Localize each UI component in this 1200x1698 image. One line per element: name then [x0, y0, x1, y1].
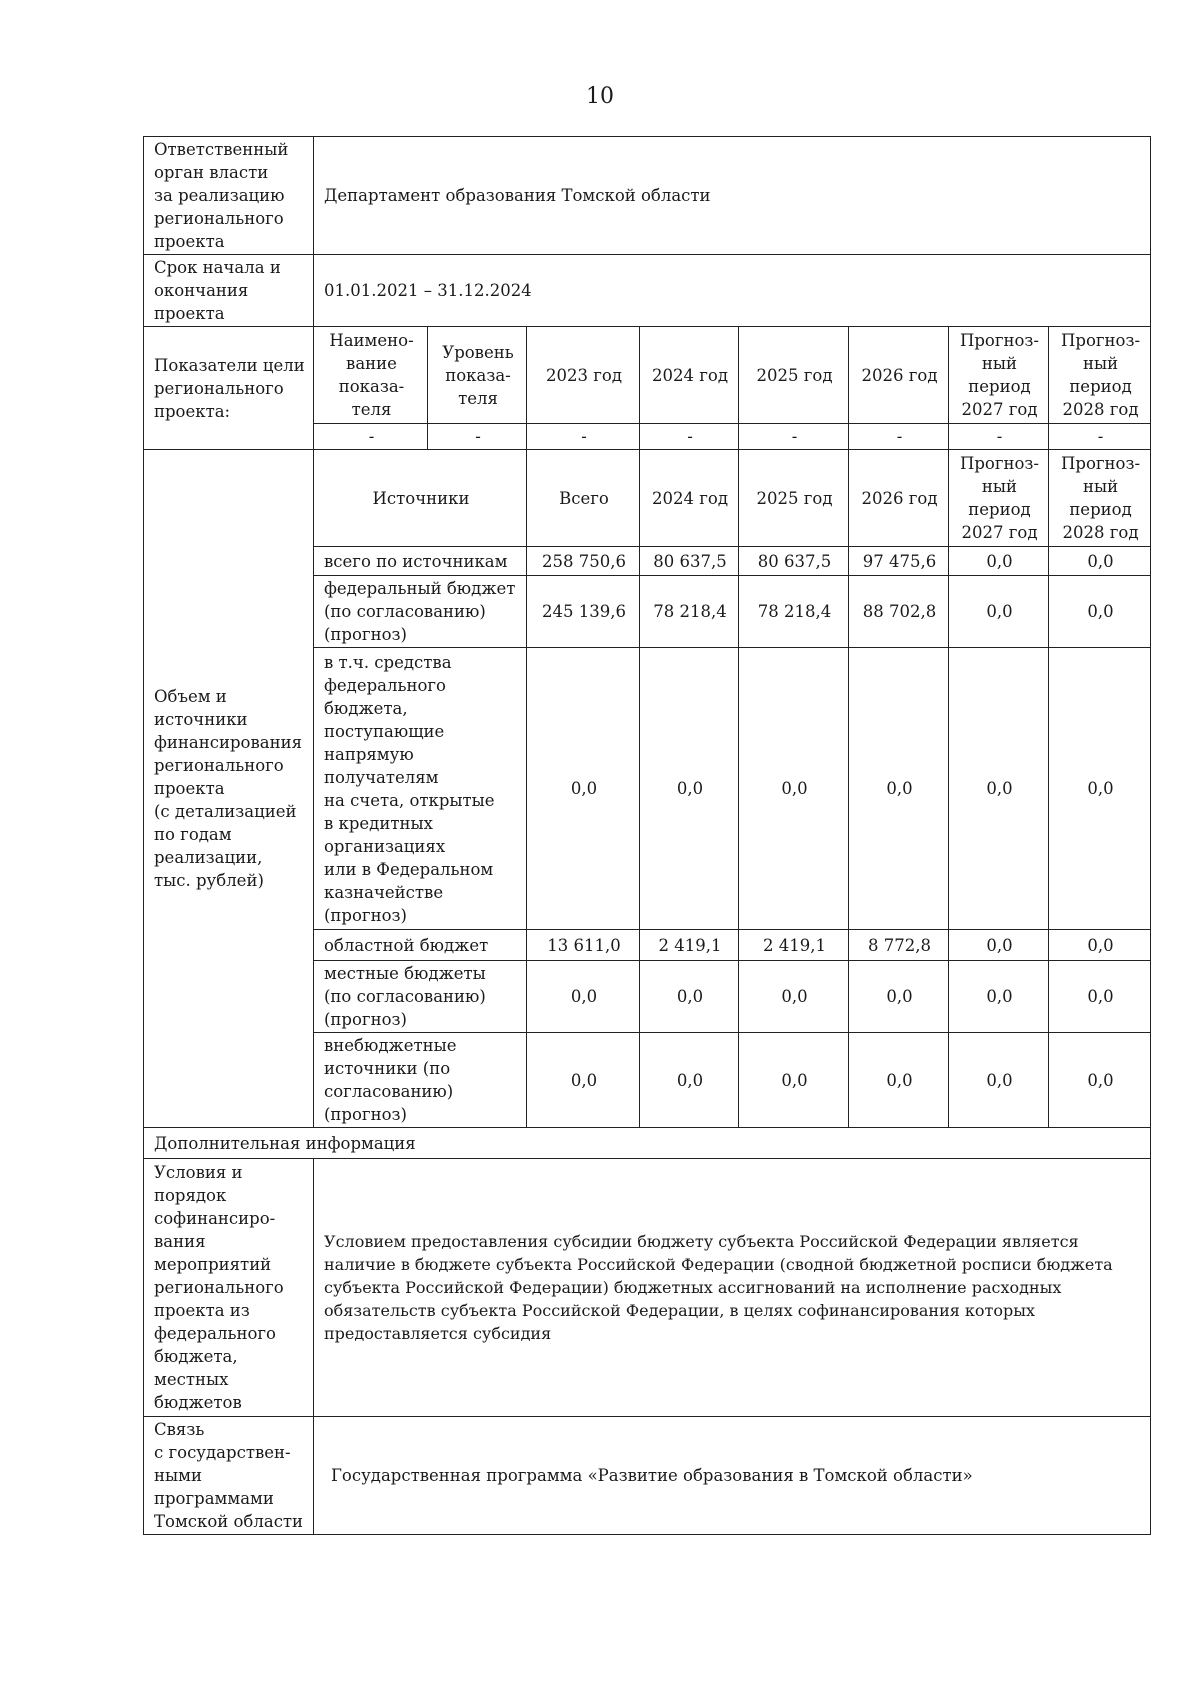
- financing-cell: 0,0: [1049, 576, 1151, 648]
- responsible-label: Ответственный орган власти за реализацию регионального проекта: [144, 137, 314, 255]
- indicators-header-row: [144, 327, 1151, 424]
- indicators-label: Показатели цели регионального проекта:: [144, 327, 314, 450]
- indicators-header-2026: 2026 год: [849, 327, 949, 424]
- financing-header-total: Всего: [527, 450, 640, 547]
- indicator-value: -: [527, 424, 640, 450]
- financing-cell: 0,0: [849, 961, 949, 1033]
- financing-cell: 0,0: [849, 648, 949, 930]
- indicators-header-2027: Прогноз- ный период 2027 год: [949, 327, 1049, 424]
- financing-cell: 0,0: [949, 930, 1049, 961]
- cofinancing-label: Условия и порядок софинансиро- вания мероприятий регионального проекта из федерального бюджета, местных бюджетов: [144, 1159, 314, 1417]
- financing-cell: 0,0: [949, 547, 1049, 576]
- financing-cell: 0,0: [949, 576, 1049, 648]
- financing-cell: 0,0: [1049, 1033, 1151, 1128]
- financing-header-sources: Источники: [314, 450, 527, 547]
- indicators-header-name: Наимено- вание показа- теля: [314, 327, 428, 424]
- additional-info-heading: Дополнительная информация: [144, 1128, 1151, 1159]
- financing-source: всего по источникам: [314, 547, 527, 576]
- financing-cell: 0,0: [739, 1033, 849, 1128]
- indicator-value: -: [1049, 424, 1151, 450]
- financing-cell: 0,0: [1049, 930, 1151, 961]
- period-label: Срок начала и окончания проекта: [144, 255, 314, 327]
- financing-cell: 97 475,6: [849, 547, 949, 576]
- responsible-row: [144, 137, 1151, 255]
- financing-cell: 8 772,8: [849, 930, 949, 961]
- financing-cell: 78 218,4: [640, 576, 739, 648]
- indicator-value: -: [428, 424, 527, 450]
- programs-value: Государственная программа «Развитие образования в Томской области»: [314, 1417, 1151, 1535]
- financing-source: областной бюджет: [314, 930, 527, 961]
- financing-source: местные бюджеты (по согласованию) (прогноз): [314, 961, 527, 1033]
- financing-cell: 0,0: [949, 1033, 1049, 1128]
- financing-cell: 80 637,5: [739, 547, 849, 576]
- financing-header-2026: 2026 год: [849, 450, 949, 547]
- programs-row: [144, 1417, 1151, 1535]
- indicators-header-level: Уровень показа- теля: [428, 327, 527, 424]
- indicators-header-2023: 2023 год: [527, 327, 640, 424]
- financing-cell: 0,0: [527, 961, 640, 1033]
- responsible-value: Департамент образования Томской области: [314, 137, 1151, 255]
- indicator-value: -: [314, 424, 428, 450]
- indicators-header-2025: 2025 год: [739, 327, 849, 424]
- financing-header-2025: 2025 год: [739, 450, 849, 547]
- financing-cell: 0,0: [1049, 961, 1151, 1033]
- financing-cell: 258 750,6: [527, 547, 640, 576]
- financing-cell: 245 139,6: [527, 576, 640, 648]
- project-passport-table: [143, 136, 1151, 1535]
- financing-label: Объем и источники финансирования регионального проекта (с детализацией по годам реализации, тыс. рублей): [144, 450, 314, 1128]
- financing-source: федеральный бюджет (по согласованию) (прогноз): [314, 576, 527, 648]
- indicator-value: -: [739, 424, 849, 450]
- indicators-header-2024: 2024 год: [640, 327, 739, 424]
- financing-cell: 13 611,0: [527, 930, 640, 961]
- financing-cell: 80 637,5: [640, 547, 739, 576]
- indicator-value: -: [949, 424, 1049, 450]
- financing-source: внебюджетные источники (по согласованию) (прогноз): [314, 1033, 527, 1128]
- cofinancing-row: [144, 1159, 1151, 1417]
- programs-label: Связь с государствен- ными программами Томской области: [144, 1417, 314, 1535]
- financing-cell: 0,0: [640, 648, 739, 930]
- indicator-value: -: [640, 424, 739, 450]
- financing-cell: 0,0: [640, 961, 739, 1033]
- period-row: [144, 255, 1151, 327]
- financing-source: в т.ч. средства федерального бюджета, поступающие напрямую получателям на счета, открытые в кредитных организациях или в Федеральном казначействе (прогноз): [314, 648, 527, 930]
- financing-cell: 0,0: [949, 961, 1049, 1033]
- financing-header-2024: 2024 год: [640, 450, 739, 547]
- financing-cell: 2 419,1: [640, 930, 739, 961]
- financing-cell: 2 419,1: [739, 930, 849, 961]
- financing-cell: 0,0: [949, 648, 1049, 930]
- financing-header-2028: Прогноз- ный период 2028 год: [1049, 450, 1151, 547]
- financing-cell: 78 218,4: [739, 576, 849, 648]
- financing-cell: 0,0: [739, 961, 849, 1033]
- financing-cell: 0,0: [640, 1033, 739, 1128]
- page-number: 10: [586, 84, 614, 109]
- financing-cell: 0,0: [849, 1033, 949, 1128]
- financing-cell: 0,0: [1049, 648, 1151, 930]
- financing-header-2027: Прогноз- ный период 2027 год: [949, 450, 1049, 547]
- financing-cell: 0,0: [739, 648, 849, 930]
- financing-cell: 0,0: [527, 648, 640, 930]
- additional-info-row: [144, 1128, 1151, 1159]
- financing-cell: 0,0: [527, 1033, 640, 1128]
- financing-cell: 0,0: [1049, 547, 1151, 576]
- cofinancing-value: Условием предоставления субсидии бюджету субъекта Российской Федерации является наличие в бюджете субъекта Российской Федерации (сводной бюджетной росписи бюджета субъекта Российской Федерации) бюджетных ассигнований на исполнение расходных обязательств субъекта Российской Федерации, в целях софинансирования которых предоставляется субсидия: [314, 1159, 1151, 1417]
- period-value: 01.01.2021 – 31.12.2024: [314, 255, 1151, 327]
- financing-header-row: [144, 450, 1151, 547]
- indicator-value: -: [849, 424, 949, 450]
- indicators-header-2028: Прогноз- ный период 2028 год: [1049, 327, 1151, 424]
- financing-cell: 88 702,8: [849, 576, 949, 648]
